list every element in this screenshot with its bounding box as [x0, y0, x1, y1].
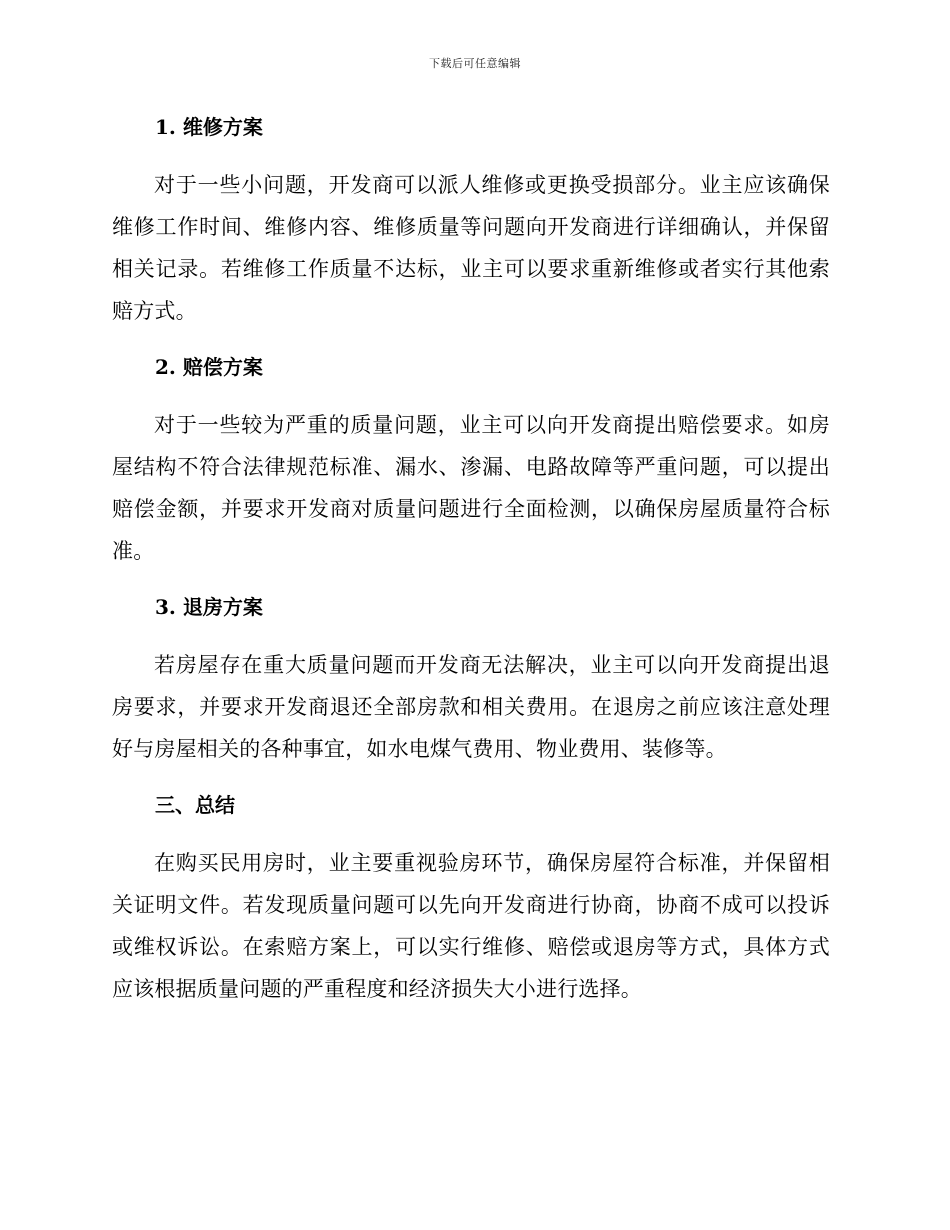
section-paragraph-return: 若房屋存在重大质量问题而开发商无法解决，业主可以向开发商提出退房要求，并要求开发商退还全部房款和相关费用。在退房之前应该注意处理好与房屋相关的各种事宜，如水电煤气费用、物业费用、装修等。	[112, 653, 830, 761]
document-body	[112, 110, 830, 1010]
section-paragraph-repair: 对于一些小问题，开发商可以派人维修或更换受损部分。业主应该确保维修工作时间、维修内容、维修质量等问题向开发商进行详细确认，并保留相关记录。若维修工作质量不达标，业主可以要求重新维修或者实行其他索赔方式。	[112, 173, 830, 323]
page-header-note: 下载后可任意编辑	[429, 57, 521, 70]
section-heading-repair: 1. 维修方案	[155, 115, 263, 139]
section-paragraph-summary: 在购买民用房时，业主要重视验房环节，确保房屋符合标准，并保留相关证明文件。若发现质量问题可以先向开发商进行协商，协商不成可以投诉或维权诉讼。在索赔方案上，可以实行维修、赔偿或退房等方式，具体方式应该根据质量问题的严重程度和经济损失大小进行选择。	[112, 851, 830, 1001]
section-heading-summary: 三、总结	[155, 793, 235, 817]
section-heading-compensation: 2. 赔偿方案	[155, 355, 263, 379]
section-heading-return: 3. 退房方案	[155, 595, 263, 619]
section-paragraph-compensation: 对于一些较为严重的质量问题，业主可以向开发商提出赔偿要求。如房屋结构不符合法律规范标准、漏水、渗漏、电路故障等严重问题，可以提出赔偿金额，并要求开发商对质量问题进行全面检测，以确保房屋质量符合标准。	[112, 413, 830, 563]
